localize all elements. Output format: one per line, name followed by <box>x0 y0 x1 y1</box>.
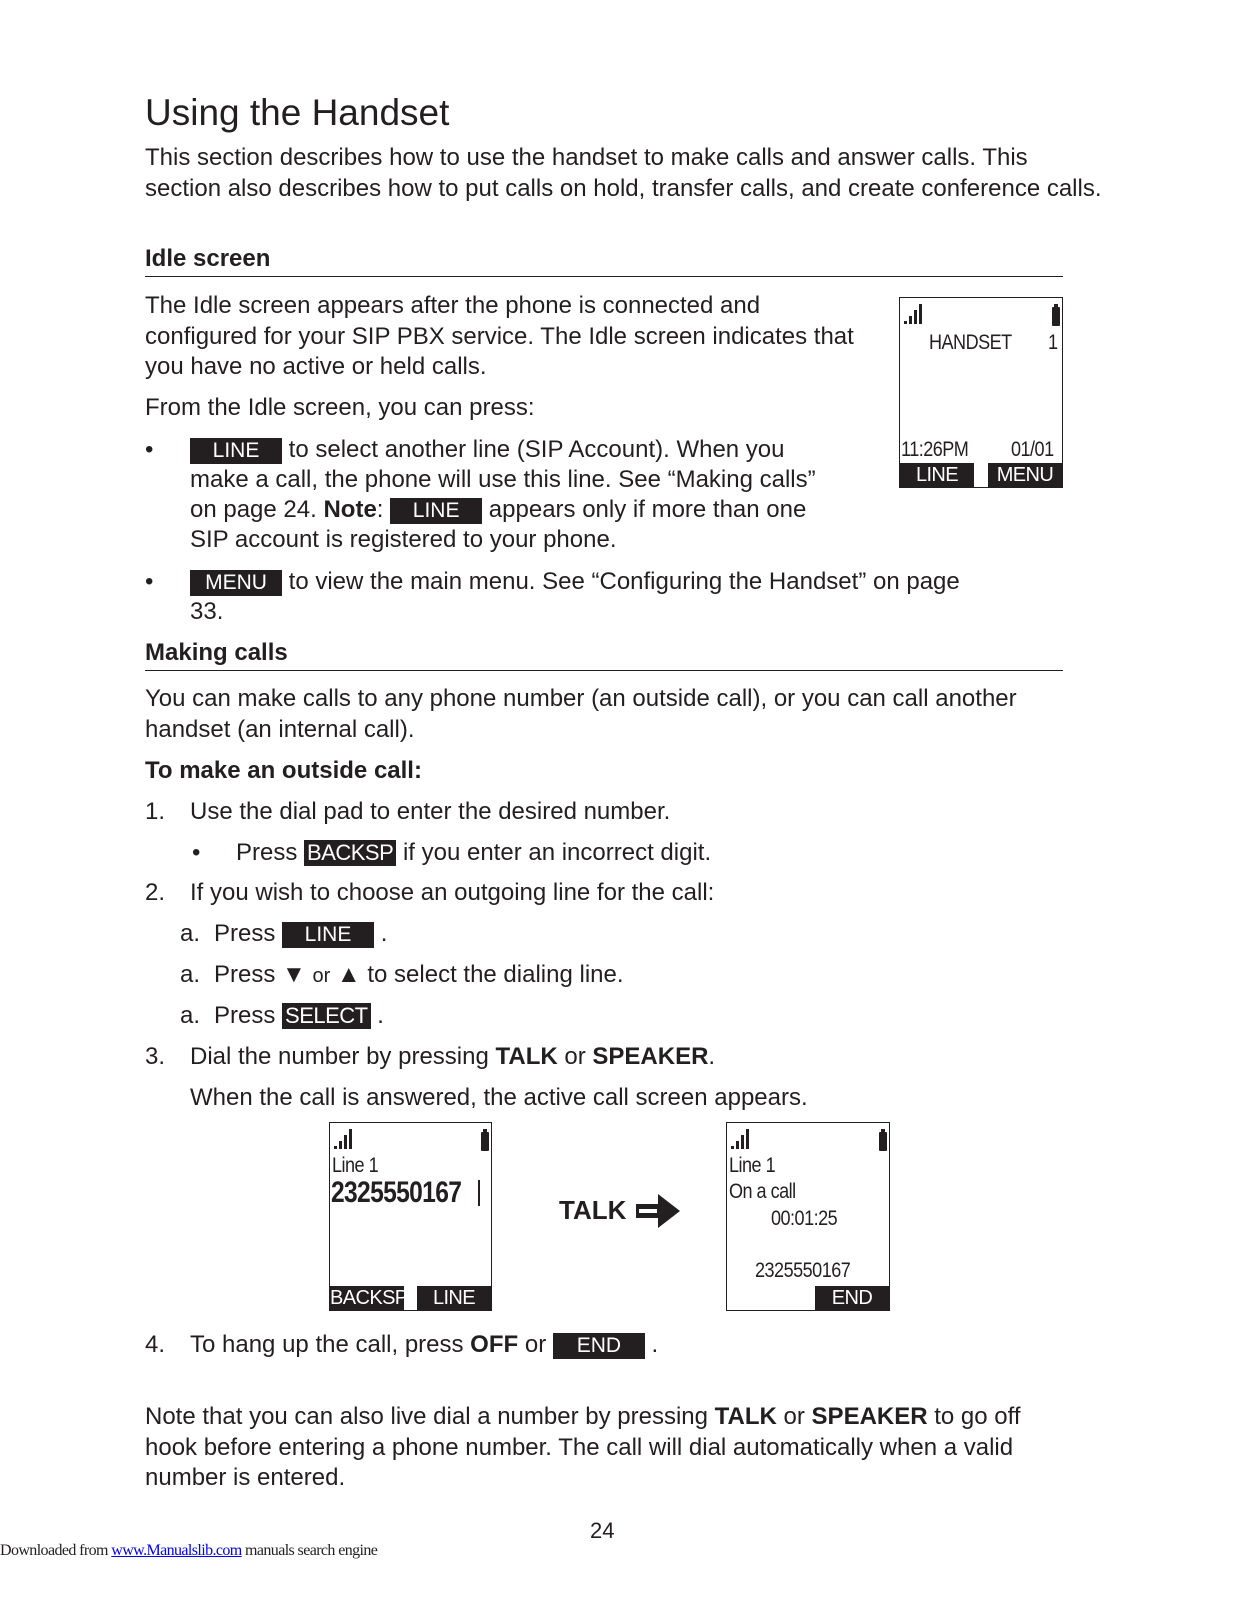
line-key: LINE <box>282 922 374 948</box>
bullet-line-row: SIP account is registered to your phone. <box>190 526 617 553</box>
substep-letter: a. <box>180 961 201 988</box>
step-text: to select the dialing line. <box>360 961 624 988</box>
dial-line-label: Line 1 <box>332 1154 379 1177</box>
step-text: . <box>380 920 388 947</box>
step-text: Dial the number by pressing <box>190 1043 496 1070</box>
step-text: Press <box>214 1002 283 1029</box>
signal-icon <box>904 304 922 324</box>
step-2a <box>214 919 387 949</box>
softkey-bar <box>900 463 1062 487</box>
menu-bullet <box>190 567 1050 627</box>
substep-letter: a. <box>180 1002 201 1029</box>
bullet-line-row <box>190 495 890 525</box>
step-1-sub <box>236 838 711 868</box>
bullet-marker: • <box>145 436 154 463</box>
battery-icon <box>879 1132 887 1151</box>
active-number: 2325550167 <box>755 1259 851 1282</box>
step-2c <box>214 1001 384 1031</box>
softkey-empty <box>727 1286 801 1310</box>
step-number: 1. <box>145 798 166 825</box>
or-text: or <box>312 965 331 987</box>
step-text: . <box>708 1043 716 1070</box>
note-text: to go off hook before entering a phone number. The call will dial automatically when a valid number is entered. <box>145 1403 1021 1491</box>
substep-letter: a. <box>180 920 201 947</box>
backsp-key: BACKSP <box>304 840 396 866</box>
step-2b <box>214 960 624 991</box>
signal-icon <box>731 1129 749 1149</box>
section-heading-making-calls: Making calls <box>145 638 1063 671</box>
live-dial-note <box>145 1402 1055 1494</box>
bullet-text: on page 24. <box>190 496 324 523</box>
step-4-text <box>190 1330 658 1360</box>
step-text: Press <box>214 961 283 988</box>
text-cursor <box>478 1180 480 1206</box>
manualslib-link[interactable]: www.Manualslib.com <box>111 1542 242 1559</box>
softkey-bar <box>727 1286 889 1310</box>
footer-suffix: manuals search engine <box>241 1542 378 1559</box>
footer-prefix: Downloaded from <box>0 1542 112 1559</box>
step-text: To hang up the call, press <box>190 1331 471 1358</box>
talk-arrow-label: TALK <box>559 1195 627 1225</box>
line-key: LINE <box>390 498 482 524</box>
step-number: 3. <box>145 1043 166 1070</box>
line-key: LINE <box>190 438 282 464</box>
bullet-line-row <box>190 567 1050 597</box>
call-status: On a call <box>729 1180 796 1203</box>
step-text: Press <box>236 839 305 866</box>
bullet-text: to select another line (SIP Account). When you <box>282 436 785 463</box>
step-text: Press <box>214 920 283 947</box>
softkey-line: LINE <box>417 1286 491 1310</box>
dialing-screen-illustration <box>329 1122 492 1311</box>
step-text: . <box>651 1331 659 1358</box>
step-text: . <box>377 1002 384 1029</box>
right-arrow-icon <box>636 1192 682 1230</box>
note-text: Note that you can also live dial a number by pressing <box>145 1403 715 1430</box>
page-number: 24 <box>590 1518 615 1543</box>
battery-icon <box>481 1132 489 1151</box>
idle-screen-illustration <box>899 297 1063 488</box>
step-1-text: Use the dial pad to enter the desired number. <box>190 798 671 825</box>
end-key: END <box>553 1333 645 1359</box>
step-text: if you enter an incorrect digit. <box>396 839 712 866</box>
talk-label: TALK <box>714 1403 777 1430</box>
softkey-bar <box>330 1286 491 1310</box>
subheading-outside-call: To make an outside call: <box>145 757 422 784</box>
download-footer <box>0 1541 377 1561</box>
bullet-text: to view the main menu. See “Configuring the Handset” on page <box>282 568 960 595</box>
down-arrow-icon: ▼ <box>282 961 306 988</box>
dialed-number: 2325550167 <box>331 1176 462 1209</box>
step-number: 2. <box>145 879 166 906</box>
active-call-screen-illustration <box>726 1122 890 1311</box>
off-label: OFF <box>470 1331 519 1358</box>
handset-number: 1 <box>1048 331 1058 354</box>
bullet-text: appears only if more than one <box>482 496 807 523</box>
intro-paragraph: This section describes how to use the handset to make calls and answer calls. This section also describes how to put calls on hold, transfer calls, and create conference calls. <box>145 144 1102 202</box>
softkey-line: LINE <box>900 463 974 487</box>
battery-icon <box>1052 307 1060 326</box>
idle-date: 01/01 <box>1011 438 1054 461</box>
up-arrow-icon: ▲ <box>336 961 361 988</box>
section-heading-idle-screen: Idle screen <box>145 244 1063 277</box>
signal-icon <box>334 1129 352 1149</box>
call-timer: 00:01:25 <box>771 1207 838 1230</box>
speaker-label: SPEAKER <box>592 1043 709 1070</box>
handset-name: HANDSET <box>929 331 1012 354</box>
step-3-text <box>190 1042 715 1072</box>
speaker-label: SPEAKER <box>811 1403 928 1430</box>
bullet-marker: • <box>145 568 154 595</box>
talk-label: TALK <box>495 1043 558 1070</box>
idle-paragraph-2: From the Idle screen, you can press: <box>145 394 535 421</box>
active-line-label: Line 1 <box>729 1154 776 1177</box>
menu-key: MENU <box>190 570 282 596</box>
bullet-line-row: make a call, the phone will use this line. See “Making calls” <box>190 466 816 493</box>
note-colon: : <box>376 496 384 523</box>
bullet-marker: • <box>192 839 201 866</box>
idle-time: 11:26PM <box>901 438 969 461</box>
bullet-line-row <box>190 435 890 465</box>
step-2-text: If you wish to choose an outgoing line for the call: <box>190 879 715 906</box>
idle-paragraph-1: The Idle screen appears after the phone is connected and configured for your SIP PBX service. The Idle screen indicates that you have no active or held calls. <box>145 292 854 380</box>
step-number: 4. <box>145 1331 166 1358</box>
softkey-backsp: BACKSP <box>330 1287 408 1309</box>
page-title: Using the Handset <box>145 91 450 133</box>
making-paragraph: You can make calls to any phone number (an outside call), or you can call another handset (an internal call). <box>145 685 1017 743</box>
or-text: or <box>776 1403 812 1430</box>
softkey-end: END <box>815 1286 889 1310</box>
step-3-note: When the call is answered, the active call screen appears. <box>190 1084 808 1111</box>
softkey-menu: MENU <box>988 463 1062 487</box>
note-label: Note <box>323 496 377 523</box>
bullet-line-row: 33. <box>190 598 224 625</box>
or-text: or <box>557 1043 593 1070</box>
idle-bullet-line <box>190 435 890 555</box>
select-key: SELECT <box>282 1003 371 1029</box>
or-text: or <box>518 1331 553 1358</box>
